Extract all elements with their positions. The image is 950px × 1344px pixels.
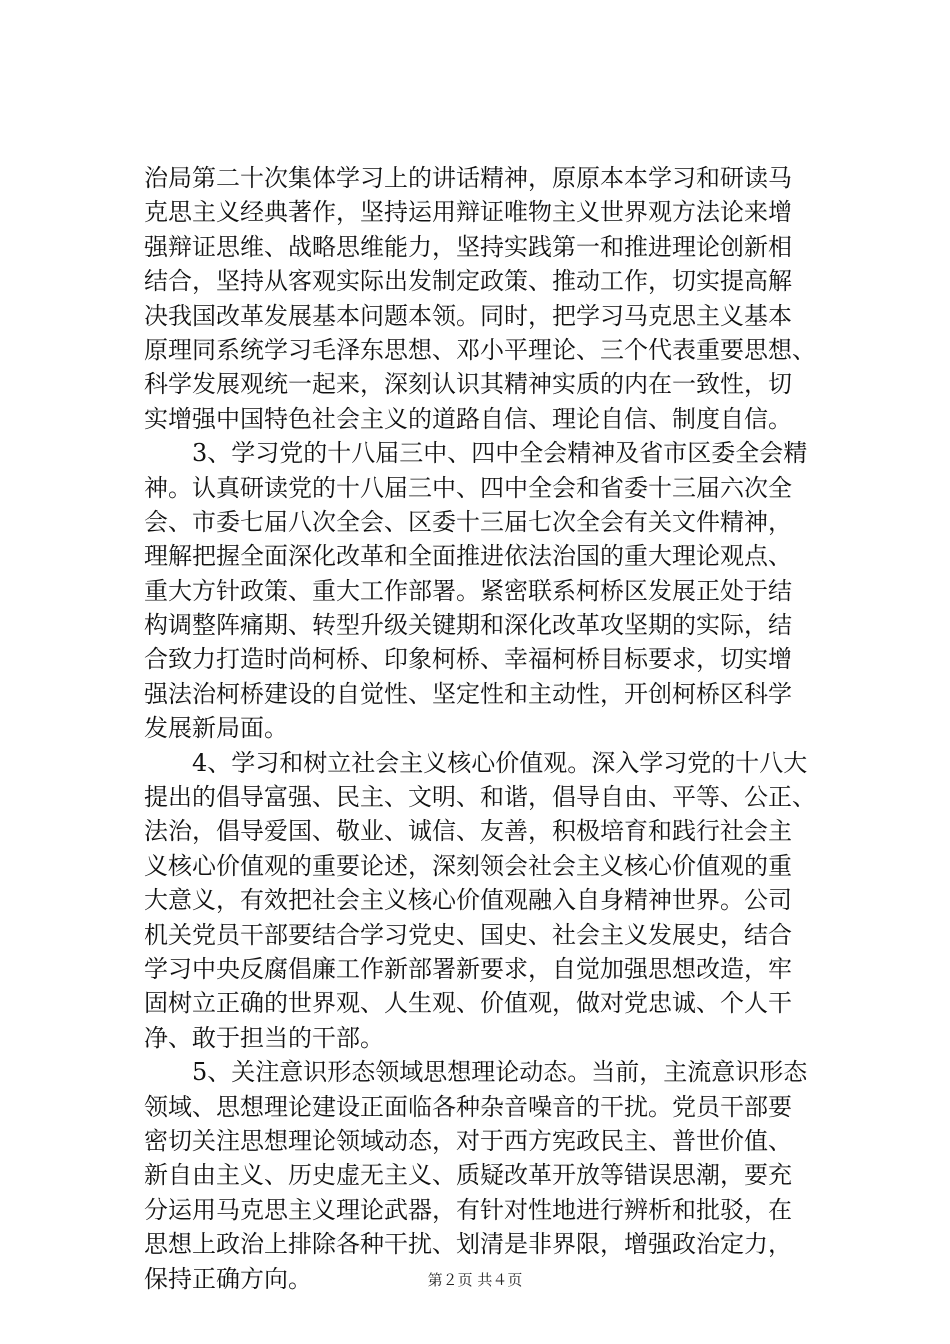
text-line: 神。认真研读党的十八届三中、四中全会和省委十三届六次全 (144, 473, 792, 502)
text-line: 机关党员干部要结合学习党史、国史、社会主义发展史，结合 (144, 920, 792, 949)
text-line: 保持正确方向。 (144, 1264, 312, 1293)
text-line: 克思主义经典著作，坚持运用辩证唯物主义世界观方法论来增 (144, 198, 792, 227)
text-line: 理解把握全面深化改革和全面推进依法治国的重大理论观点、 (144, 542, 792, 571)
text-line: 构调整阵痛期、转型升级关键期和深化改革攻坚期的实际，结 (144, 611, 792, 640)
page-number-footer: 第２页 共４页 (427, 1271, 523, 1289)
text-line: 提出的倡导富强、民主、文明、和谐，倡导自由、平等、公正、 (144, 783, 816, 812)
text-line: 学习中央反腐倡廉工作新部署新要求，自觉加强思想改造，牢 (144, 954, 792, 983)
text-line: 领域、思想理论建设正面临各种杂音噪音的干扰。党员干部要 (144, 1092, 792, 1121)
text-line: 强辩证思维、战略思维能力，坚持实践第一和推进理论创新相 (144, 232, 792, 261)
text-line: 科学发展观统一起来，深刻认识其精神实质的内在一致性，切 (144, 370, 792, 399)
text-line: 合致力打造时尚柯桥、印象柯桥、幸福柯桥目标要求，切实增 (144, 645, 792, 674)
text-line: 会、市委七届八次全会、区委十三届七次全会有关文件精神， (144, 507, 792, 536)
text-line: 密切关注思想理论领域动态，对于西方宪政民主、普世价值、 (144, 1126, 792, 1155)
body-text (144, 161, 850, 1296)
paragraph-5-first-line: 5、关注意识形态领域思想理论动态。当前，主流意识形态 (144, 1058, 808, 1087)
paragraph-3-first-line: 3、学习党的十八届三中、四中全会精神及省市区委全会精 (144, 439, 808, 468)
text-line: 强法治柯桥建设的自觉性、坚定性和主动性，开创柯桥区科学 (144, 679, 792, 708)
text-line: 固树立正确的世界观、人生观、价值观，做对党忠诚、个人干 (144, 989, 792, 1018)
text-line: 净、敢于担当的干部。 (144, 1023, 384, 1052)
text-line: 义核心价值观的重要论述，深刻领会社会主义核心价值观的重 (144, 851, 792, 880)
text-line: 实增强中国特色社会主义的道路自信、理论自信、制度自信。 (144, 404, 792, 433)
text-line: 法治，倡导爱国、敬业、诚信、友善，积极培育和践行社会主 (144, 817, 792, 846)
text-line: 大意义，有效把社会主义核心价值观融入自身精神世界。公司 (144, 886, 792, 915)
text-line: 治局第二十次集体学习上的讲话精神，原原本本学习和研读马 (144, 164, 792, 192)
text-line: 发展新局面。 (144, 714, 288, 743)
text-line: 分运用马克思主义理论武器，有针对性地进行辨析和批驳，在 (144, 1195, 792, 1224)
text-line: 结合，坚持从客观实际出发制定政策、推动工作，切实提高解 (144, 267, 792, 296)
paragraph-4-first-line: 4、学习和树立社会主义核心价值观。深入学习党的十八大 (144, 748, 808, 777)
text-line: 新自由主义、历史虚无主义、质疑改革开放等错误思潮，要充 (144, 1161, 792, 1190)
text-line: 决我国改革发展基本问题本领。同时，把学习马克思主义基本 (144, 301, 792, 330)
text-line: 重大方针政策、重大工作部署。紧密联系柯桥区发展正处于结 (144, 576, 792, 605)
text-line: 思想上政治上排除各种干扰、划清是非界限，增强政治定力， (144, 1230, 792, 1259)
text-line: 原理同系统学习毛泽东思想、邓小平理论、三个代表重要思想、 (144, 335, 816, 364)
